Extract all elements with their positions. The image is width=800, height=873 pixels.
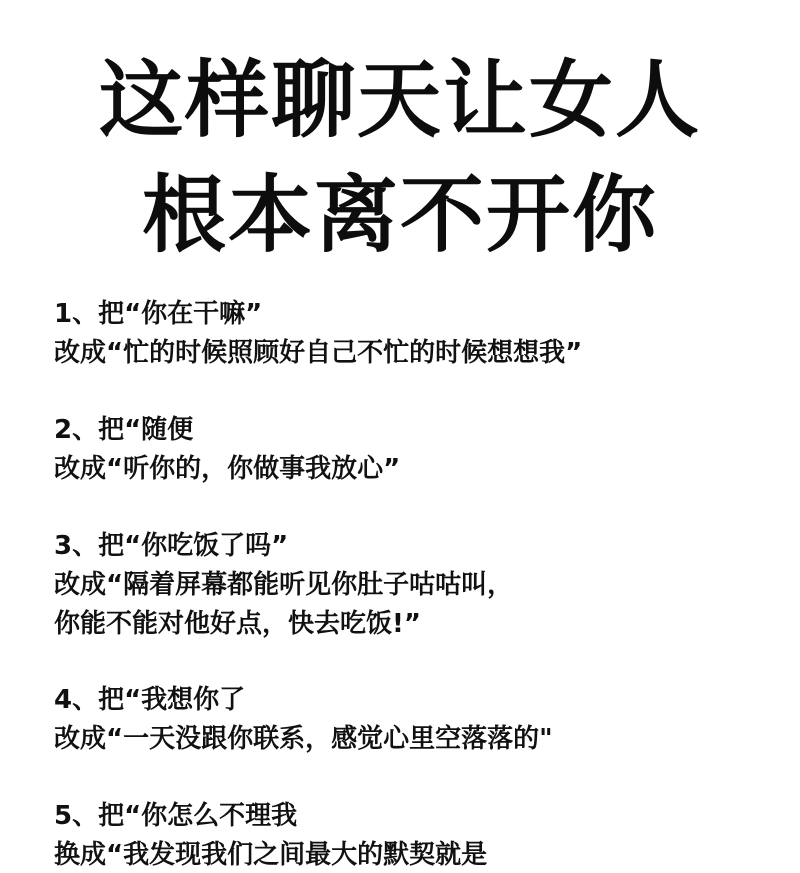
tip-3-prompt: 3、把“你吃饭了吗”: [54, 531, 289, 561]
tip-1-reply: 改成“忙的时候照顾好自己不忙的时候想想我”: [54, 338, 583, 368]
tip-3-reply-line-1: 改成“隔着屏幕都能听见你肚子咕咕叫，: [54, 570, 514, 600]
tip-2-prompt: 2、把“随便: [54, 415, 194, 445]
tip-4-prompt: 4、把“我想你了: [54, 685, 246, 715]
title-line-2: 根本离不开你: [141, 166, 658, 264]
tip-5-prompt: 5、把“你怎么不理我: [54, 801, 298, 831]
tip-5-reply: 换成“我发现我们之间最大的默契就是: [54, 840, 488, 870]
tip-3-reply-line-2: 你能不能对他好点，快去吃饭!”: [54, 609, 421, 639]
title-line-1: 这样聊天让女人: [98, 51, 701, 149]
tip-2-reply: 改成“听你的，你做事我放心”: [54, 454, 401, 484]
tip-4-reply: 改成“一天没跟你联系，感觉心里空落落的": [54, 724, 553, 754]
tip-1-prompt: 1、把“你在干嘛”: [54, 299, 263, 329]
